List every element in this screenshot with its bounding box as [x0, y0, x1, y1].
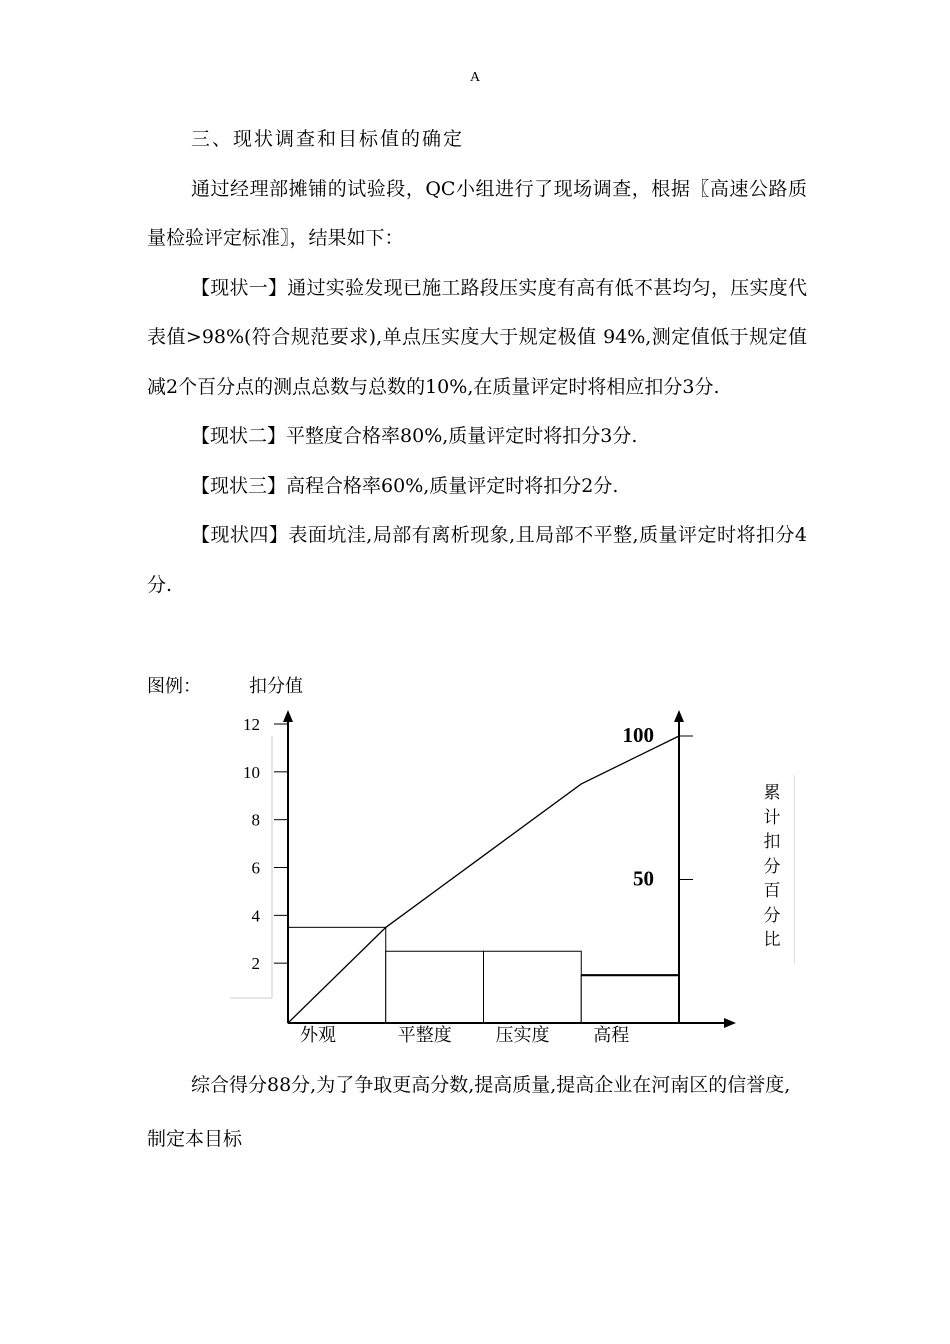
page-header: A [469, 70, 481, 85]
figure-caption [147, 672, 303, 698]
y2-tick-label: 100 [622, 723, 654, 747]
y-axis-arrow [283, 710, 293, 722]
bar-高程 [581, 975, 679, 1023]
category-label: 平整度 [397, 1025, 452, 1046]
bar-压实度 [484, 951, 582, 1023]
status-label: 【现状四】 [191, 524, 289, 546]
pareto-chart [230, 700, 750, 1050]
y2-axis-arrow [674, 710, 684, 722]
figure-y-label: 扣分值 [249, 676, 303, 697]
right-axis-title: 累计扣分百分比 [763, 783, 781, 950]
y2-tick-label: 50 [633, 866, 654, 891]
y-tick-label: 8 [251, 810, 260, 830]
y-tick-label: 2 [251, 954, 260, 974]
status-text: 通过实验发现已施工路段压实度有高有低不甚均匀，压实度代表值>98%(符合规范要求),单点压实度大于规定极值 94%,测定值低于规定值减2个百分点的测点总数与总数的10%,在质量评定时将相应扣分3分. [147, 276, 807, 398]
status-text: 高程合格率60%,质量评定时将扣分2分. [286, 474, 619, 497]
status-label: 【现状二】 [191, 425, 287, 447]
right-axis-title-rule [794, 775, 795, 963]
status-1 [147, 264, 807, 413]
closing-paragraph: 综合得分88分,为了争取更高分数,提高质量,提高企业在河南区的信誉度,制定本目标 [147, 1074, 791, 1150]
category-label: 压实度 [495, 1025, 550, 1046]
status-4 [147, 511, 807, 610]
status-label: 【现状三】 [191, 474, 287, 497]
status-2 [147, 412, 807, 462]
y-tick-label: 4 [251, 906, 260, 926]
document-body [147, 115, 807, 610]
bar-平整度 [386, 951, 484, 1023]
intro-paragraph: 通过经理部摊铺的试验段，QC小组进行了现场调查，根据〖高速公路质量检验评定标准〗，结果如下： [147, 177, 807, 249]
section-title: 三、现状调查和目标值的确定 [191, 128, 465, 150]
status-text: 表面坑洼,局部有离析现象,且局部不平整,质量评定时将扣分4分. [147, 524, 807, 596]
x-axis-arrow [724, 1018, 736, 1028]
status-3 [147, 462, 807, 512]
status-label: 【现状一】 [191, 276, 288, 299]
y-tick-label: 10 [243, 762, 260, 782]
figure-label: 图例： [147, 676, 201, 697]
y-tick-label: 6 [251, 858, 260, 878]
status-text: 平整度合格率80%,质量评定时将扣分3分. [286, 425, 638, 447]
category-label: 高程 [593, 1025, 630, 1046]
category-label: 外观 [300, 1025, 336, 1046]
y-tick-label: 12 [243, 715, 260, 734]
